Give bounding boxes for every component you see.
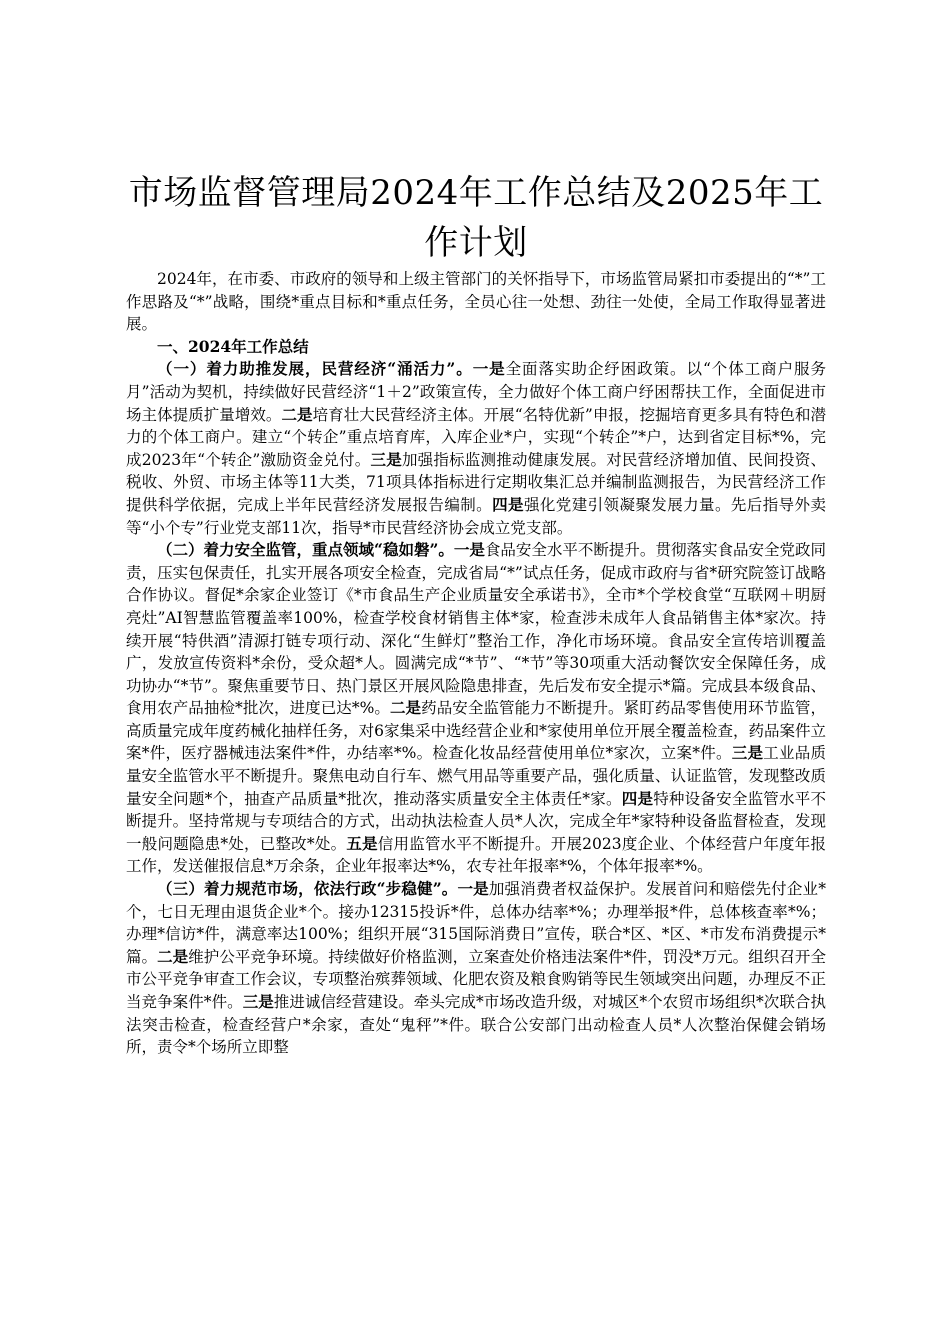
point-text: 推进诚信经营建设。牵头完成*市场改造升级，对城区*个农贸市场组织*次联合执法突击检查，检查经营户*余家，查处“鬼秤”*件。联合公安部门出动检查人员*人次整治保健会销场所，责令*个场所立即整 (126, 993, 826, 1057)
point-marker: 一是 (457, 879, 489, 899)
point-text: 特种设备安全监管水平不断提升。坚持常规与专项结合的方式，出动执法检查人员*人次，完成全年*家特种设备监督检查，发现一般问题隐患*处，已整改*处。 (126, 789, 826, 853)
title-line-2: 作计划 (424, 223, 528, 263)
paragraph-market-regulation (126, 878, 826, 1059)
paragraph-lead: （三）着力规范市场，依法行政“步稳健”。 (157, 879, 458, 899)
paragraph-lead: （二）着力安全监管，重点领域“稳如磐”。 (157, 540, 454, 560)
point-marker: 三是 (370, 449, 402, 469)
point-text: 工业品质量安全监管水平不断提升。聚焦电动自行车、燃气用品等重要产品，强化质量、认证监管，发现整改质量安全问题*个，抽查产品质量*批次，推动落实质量安全主体责任*家。 (126, 744, 826, 808)
point-text: 加强消费者权益保护。发展首问和赔偿先付企业*个，七日无理由退货企业*个。接办12315投诉*件，总体办结率*%；办理举报*件，总体核查率*%；办理*信访*件，满意率达100%；组织开展“315国际消费日”宣传，联合*区、*区、*市发布消费提示*篇。 (126, 880, 826, 966)
point-marker: 一是 (453, 540, 485, 560)
point-marker: 五是 (346, 833, 378, 853)
point-text: 强化党建引领凝聚发展力量。先后指导外卖等“小个专”行业党支部11次，指导*市民营经济协会成立党支部。 (126, 495, 826, 537)
point-marker: 三是 (242, 992, 274, 1011)
point-text: 维护公平竞争环境。持续做好价格监测，立案查处价格违法案件*件，罚没*万元。组织召开全市公平竞争审查工作会议，专项整治殡葬领域、化肥农资及粮食购销等民生领域突出问题，办理反不正当竞争案件*件。 (126, 947, 826, 1011)
point-text: 全面落实助企纾困政策。以“个体工商户服务月”活动为契机，持续做好民营经济“1＋2”政策宣传，全力做好个体工商户纾困帮扶工作，全面促进市场主体提质扩量增效。 (126, 360, 826, 424)
point-marker: 四是 (492, 494, 524, 514)
point-text: 培育壮大民营经济主体。开展“名特优新”申报，挖掘培育更多具有特色和潜力的个体工商户。建立“个转企”重点培育库，入库企业*户，实现“个转企”*户，达到省定目标*%，完成2023年“个转企”激励资金兑付。 (126, 405, 826, 469)
document-title (126, 168, 826, 268)
point-marker: 二是 (157, 946, 189, 966)
paragraph-safety-supervision (126, 539, 826, 878)
document-page (126, 168, 826, 1059)
section-heading-summary: 一、2024年工作总结 (157, 336, 309, 356)
point-marker: 二是 (389, 698, 422, 718)
point-marker: 三是 (731, 743, 764, 763)
point-marker: 一是 (472, 359, 506, 379)
point-text: 信用监管水平不断提升。开展2023度企业、个体经营户年度年报工作，发送催报信息*万余条，企业年报率达*%，农专社年报率*%，个体年报率*%。 (126, 834, 826, 876)
paragraph-lead: （一）着力助推发展，民营经济“涌活力”。 (157, 359, 473, 379)
paragraph-private-economy (126, 358, 826, 539)
point-marker: 四是 (621, 788, 654, 808)
point-text: 加强指标监测推动健康发展。对民营经济增加值、民间投资、税收、外贸、市场主体等11大类，71项具体指标进行定期收集汇总并编制监测报告，为民营经济工作提供科学依据，完成上半年民营经济发展报告编制。 (126, 450, 826, 514)
intro-paragraph: 2024年，在市委、市政府的领导和上级主管部门的关怀指导下，市场监管局紧扣市委提出的“*”工作思路及“*”战略，围绕*重点目标和*重点任务，全员心往一处想、劲往一处使，全局工作取得显著进展。 (126, 270, 826, 334)
title-line-1: 市场监督管理局2024年工作总结及2025年工 (128, 173, 824, 213)
point-marker: 二是 (281, 404, 313, 424)
point-text: 药品安全监管能力不断提升。紧盯药品零售使用环节监管，高质量完成年度药械化抽样任务，对6家集采中选经营企业和*家使用单位开展全覆盖检查，药品案件立案*件，医疗器械违法案件*件，办结率*%。检查化妆品经营使用单位*家次，立案*件。 (126, 699, 826, 763)
point-text: 食品安全水平不断提升。贯彻落实食品安全党政同责，压实包保责任，扎实开展各项安全检查，完成省局“*”试点任务，促成市政府与省*研究院签订战略合作协议。督促*余家企业签订《*市食品生产企业质量安全承诺书》，全市*个学校食堂“互联网＋明厨亮灶”AI智慧监管覆盖率100%，检查学校食材销售主体*家，检查涉未成年人食品销售主体*家次。持续开展“特供酒”清源打链专项行动、深化“生鲜灯”整治工作，净化市场环境。食品安全宣传培训覆盖广，发放宣传资料*余份，受众超*人。圆满完成“*节”、“*节”等30项重大活动餐饮安全保障任务，成功协办“*节”。聚焦重要节日、热门景区开展风险隐患排查，先后发布安全提示*篇。完成县本级食品、食用农产品抽检*批次，进度已达*%。 (126, 541, 826, 718)
